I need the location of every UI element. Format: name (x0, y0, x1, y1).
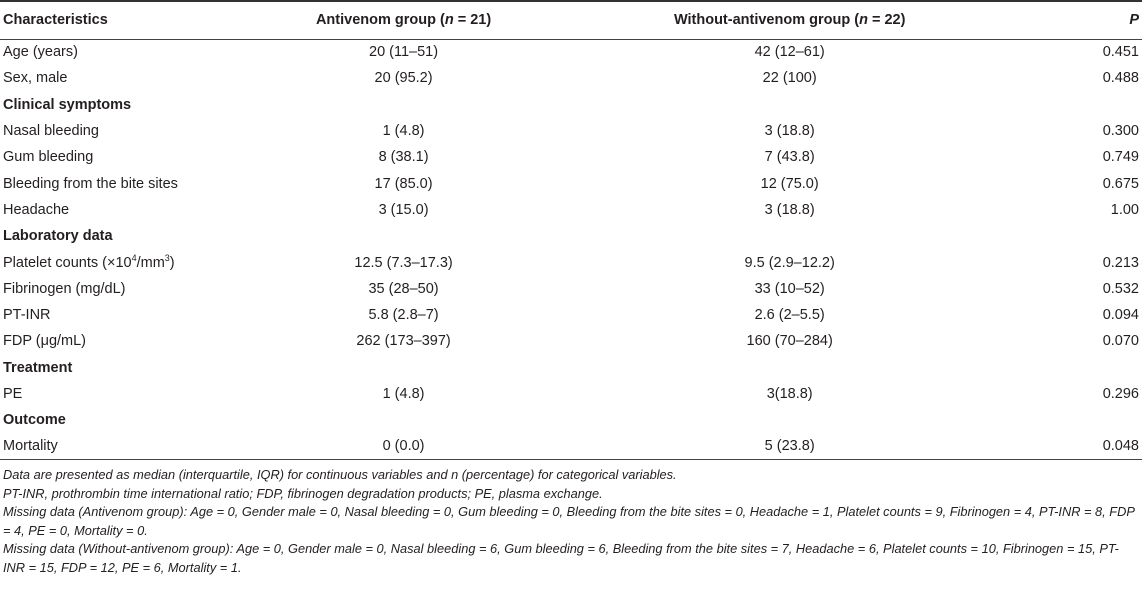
table-row (0, 197, 1142, 223)
footnote-missing-without-antivenom: Missing data (Without-antivenom group): Age = 0, Gender male = 0, Nasal bleeding = 6, Gum bleeding = 6, Bleeding from the bite sites = 7, Headache = 6, Platelet counts = 10, Fibrinogen = 15, PT-INR = 15, FDP = 12, PE = 6, Mortality = 1. (3, 541, 1119, 575)
header-without-n: n (859, 12, 868, 29)
table-footnotes (3, 466, 1139, 578)
p-value: 0.048 (1011, 433, 1142, 459)
p-value: 0.070 (1102, 333, 1139, 350)
antivenom-value: 262 (173–397) (356, 333, 451, 350)
table-row (0, 249, 1142, 275)
table-row (0, 433, 1142, 459)
row-label (0, 249, 239, 275)
row-label: Mortality (0, 433, 239, 459)
without-antivenom-value: 5 (23.8) (569, 433, 1011, 459)
row-label: Gum bleeding (3, 149, 94, 166)
footnote-data-presentation: Data are presented as median (interquartile, IQR) for continuous variables and n (percentage) for categorical variables. (3, 467, 677, 482)
row-label: Sex, male (3, 70, 68, 87)
header-antivenom-n: n (444, 12, 454, 29)
header-antivenom-group (239, 1, 569, 39)
platelet-label-exponent: 4 (131, 252, 137, 263)
section-label: Clinical symptoms (3, 96, 132, 113)
table-body (0, 39, 1142, 460)
without-antivenom-value: 3 (18.8) (764, 123, 815, 140)
row-label: Fibrinogen (mg/dL) (3, 280, 126, 297)
without-antivenom-value: 42 (12–61) (754, 44, 825, 61)
antivenom-value: 35 (28–50) (368, 280, 439, 297)
footnote-missing-antivenom: Missing data (Antivenom group): Age = 0, Gender male = 0, Nasal bleeding = 0, Gum bleeding = 0, Bleeding from the bite sites = 0, Headache = 1, Platelet counts = 9, Fibrinogen = 4, PT-INR = 8, FDP = 4, PE = 0, Mortality = 0. (3, 504, 1135, 538)
p-value: 0.300 (1102, 123, 1139, 140)
antivenom-value: 1 (4.8) (382, 123, 425, 140)
table-row (0, 170, 1142, 196)
section-header-row (0, 407, 1142, 433)
header-without-prefix: Without-antivenom group ( (673, 12, 860, 29)
table-row (0, 276, 1142, 302)
p-value: 0.451 (1102, 44, 1139, 61)
table-row (0, 302, 1142, 328)
p-value: 0.532 (1102, 280, 1139, 297)
row-label: Nasal bleeding (3, 123, 99, 140)
p-value: 0.213 (1102, 254, 1139, 271)
header-antivenom-prefix: Antivenom group ( (315, 12, 445, 29)
table-row (0, 118, 1142, 144)
without-antivenom-value: 33 (10–52) (754, 280, 825, 297)
header-without-antivenom-group (569, 1, 1011, 39)
table-row (0, 381, 1142, 407)
p-value: 0.488 (1102, 70, 1139, 87)
without-antivenom-value: 160 (70–284) (746, 333, 833, 350)
without-antivenom-value: 7 (43.8) (764, 149, 815, 166)
header-without-suffix: = 22) (867, 12, 906, 29)
antivenom-value: 5.8 (2.8–7) (368, 307, 439, 324)
section-label: Treatment (3, 359, 73, 376)
row-label: FDP (μg/mL) (3, 333, 87, 350)
row-label: Headache (3, 201, 70, 218)
footnote-abbreviations: PT-INR, prothrombin time international ratio; FDP, fibrinogen degradation products; PE, plasma exchange. (3, 485, 603, 501)
row-label: PE (3, 386, 23, 402)
p-value: 0.675 (1102, 175, 1139, 192)
without-antivenom-value: 12 (75.0) (760, 175, 819, 192)
platelet-label-prefix: Platelet counts (×10 (3, 254, 132, 271)
antivenom-value: 3 (15.0) (378, 201, 429, 218)
row-label: PT-INR (3, 307, 51, 324)
table-row (0, 144, 1142, 170)
without-antivenom-value: 3(18.8) (766, 386, 813, 402)
table-row (0, 328, 1142, 354)
without-antivenom-value: 2.6 (2–5.5) (754, 307, 825, 324)
table-header (0, 1, 1142, 39)
table-row (0, 65, 1142, 91)
section-header-row (0, 223, 1142, 249)
antivenom-value: 1 (4.8) (382, 386, 425, 402)
section-header-row (0, 92, 1142, 118)
without-antivenom-value: 22 (100) (762, 70, 817, 87)
p-value: 0.296 (1102, 386, 1139, 402)
header-antivenom-suffix: = 21) (453, 12, 492, 29)
p-value: 1.00 (1110, 201, 1139, 218)
antivenom-value: 20 (95.2) (374, 70, 433, 87)
section-label: Laboratory data (3, 228, 113, 245)
section-header-row (0, 355, 1142, 381)
section-label: Outcome (3, 412, 66, 429)
without-antivenom-value: 9.5 (2.9–12.2) (744, 254, 835, 271)
platelet-label-unit-exponent: 3 (164, 252, 170, 263)
antivenom-value: 20 (11–51) (369, 44, 439, 61)
without-antivenom-value: 3 (18.8) (764, 201, 815, 218)
antivenom-value: 8 (38.1) (378, 149, 429, 166)
row-label: Bleeding from the bite sites (3, 175, 178, 192)
antivenom-value: 12.5 (7.3–17.3) (354, 254, 453, 271)
platelet-label-unit: /mm (136, 254, 165, 271)
antivenom-value: 0 (0.0) (239, 433, 569, 459)
row-label: Age (years) (3, 44, 78, 61)
header-p-value: P (1011, 1, 1142, 39)
p-value: 0.094 (1102, 307, 1139, 324)
p-value: 0.749 (1102, 149, 1139, 166)
platelet-label-suffix: ) (169, 254, 175, 271)
table-row (0, 39, 1142, 65)
antivenom-value: 17 (85.0) (374, 175, 433, 192)
header-characteristics: Characteristics (0, 1, 239, 39)
header-row (0, 1, 1142, 39)
